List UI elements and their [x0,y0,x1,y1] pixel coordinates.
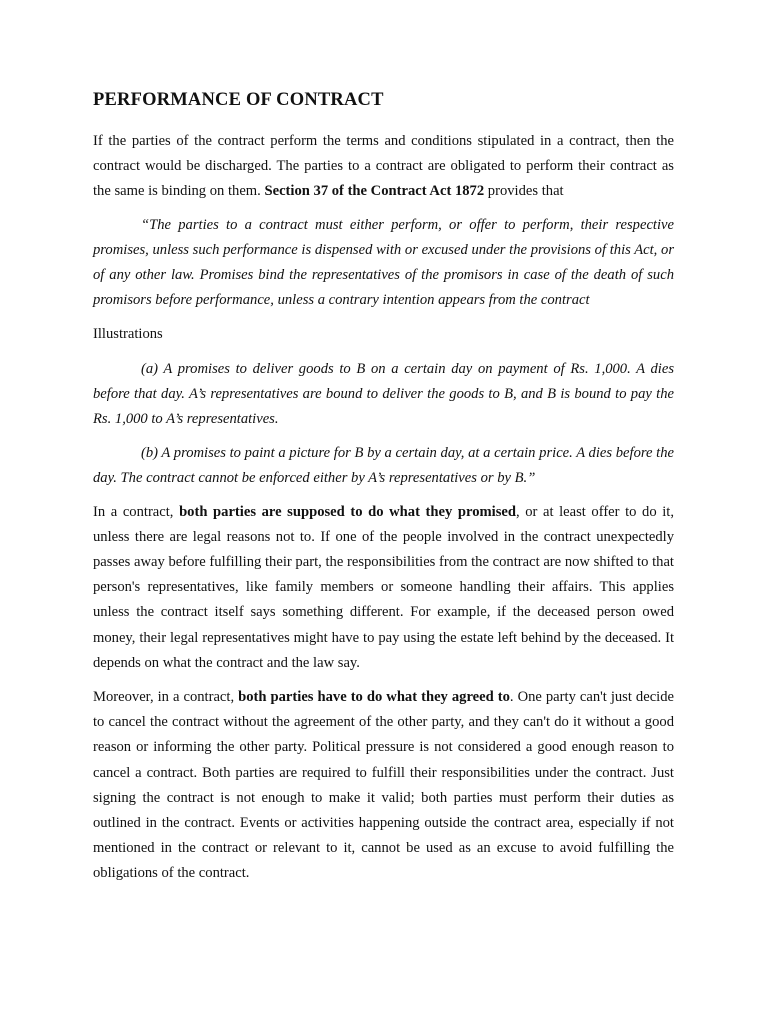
section-reference: Section 37 of the Contract Act 1872 [264,183,485,200]
document-title: PERFORMANCE OF CONTRACT [93,90,384,110]
intro-text-end: provides that [484,183,564,200]
illustrations-heading: Illustrations [93,326,163,343]
explanation-paragraph [93,500,674,676]
explanation-text-start: In a contract, [93,503,180,520]
intro-text: If the parties of the contract perform the terms and conditions stipulated in a contract, then the contract would be discharged. The parties to a contract are obligated to perform their contract as the same is binding on them. [93,133,674,200]
explanation-text-end: , or at least offer to do it, unless there are legal reasons not to. If one of the people involved in the contract unexpectedly passes away before fulfilling their part, the responsibilities from the contract are now shifted to that person's representatives, like family members or someone handling their affairs. This applies unless the contract itself says something different. For example, if the deceased person owed money, their legal representatives might have to pay using the estate left behind by the deceased. It depends on what the contract and the law say. [93,503,674,671]
moreover-bold: both parties have to do what they agreed to [238,689,510,706]
moreover-paragraph [93,685,674,887]
moreover-text-end: . One party can't just decide to cancel the contract without the agreement of the other party, and they can't do it without a good reason or informing the other party. Political pressure is not considered a good enough reason to cancel a contract. Both parties are required to fulfill their responsibilities under the contract. Just signing the contract is not enough to make it valid; both parties must perform their duties as outlined in the contract. Events or activities happening outside the contract area, especially if not mentioned in the contract or relevant to it, cannot be used as an excuse to avoid fulfilling the obligations of the contract. [93,689,674,882]
illustration-b: (b) A promises to paint a picture for B by a certain day, at a certain price. A dies before the day. The contract cannot be enforced either by A’s representatives or by B.” [93,445,674,487]
illustration-a: (a) A promises to deliver goods to B on a certain day on payment of Rs. 1,000. A dies before that day. A’s representatives are bound to deliver the goods to B, and B is bound to pay the Rs. 1,000 to A’s representatives. [93,360,674,428]
explanation-bold: both parties are supposed to do what they promised [179,503,516,520]
intro-paragraph [93,129,674,205]
section-quote: “The parties to a contract must either perform, or offer to perform, their respective promises, unless such performance is dispensed with or excused under the provisions of this Act, or of any other law. Promises bind the representatives of the promisors in case of the death of such promisors before performance, unless a contrary intention appears from the contract [93,216,674,309]
moreover-text-start: Moreover, in a contract, [93,689,239,706]
